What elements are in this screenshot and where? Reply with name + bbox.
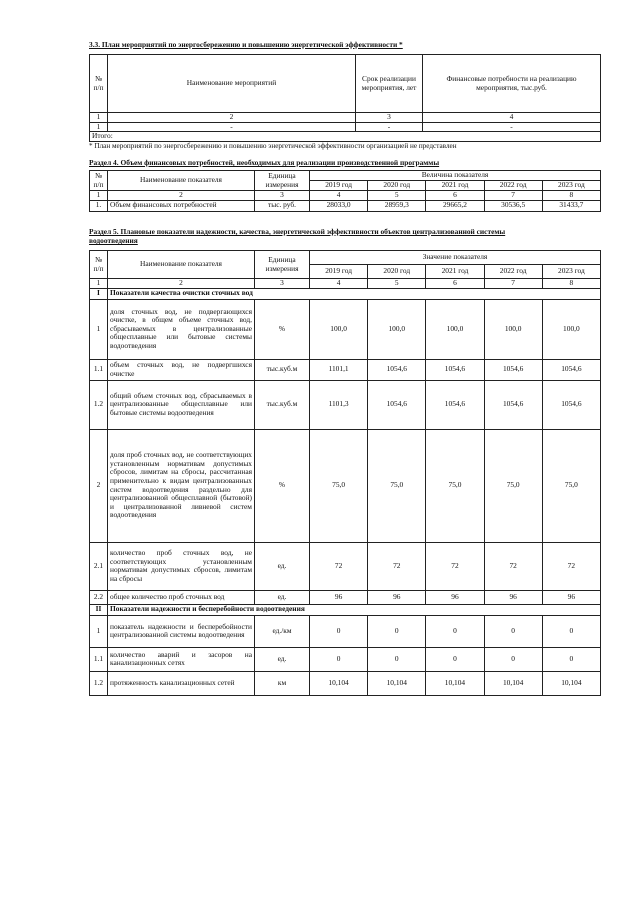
cell: количество аварий и засоров на канализационных сетях [108,647,255,671]
table-row [90,590,601,604]
section-5-title: Раздел 5. Плановые показатели надежности, качества, энергетической эффективности объектов централизованной системы [89,227,506,236]
cell: 6 [426,191,484,201]
cell: 1054,6 [542,359,600,380]
cell: 5 [368,191,426,201]
cell: ед. [255,542,310,590]
cell: ед. [255,647,310,671]
cell: % [255,429,310,542]
col-head-value: Величина показателя [310,171,601,181]
section-3-3 [89,40,601,150]
col-head-unit: Единица измерения [255,171,310,191]
cell: доля сточных вод, не подвергающихся очистке, в общем объеме сточных вод, сбрасываемых в централизованные общесплавные или бытовые системы водоотведения [108,299,255,359]
year-header: 2019 год [310,181,368,191]
section-4 [89,158,601,212]
table-row [90,359,601,380]
cell: 0 [484,615,542,647]
cell: 96 [542,590,600,604]
group-title: Показатели надежности и бесперебойности водоотведения [108,604,601,615]
total-row [90,132,601,142]
table-row [90,429,601,542]
table-row [90,615,601,647]
col-head-finance: Финансовые потребности на реализацию мероприятия, тыс.руб. [423,55,601,113]
year-header: 2020 год [368,265,426,279]
group-num: I [90,288,108,299]
year-header: 2022 год [484,181,542,191]
cell: 1.1 [90,647,108,671]
col-head-num: № п/п [90,251,108,279]
cell: 3 [255,191,310,201]
table-row [90,200,601,211]
cell: 96 [368,590,426,604]
section-5-title-cont: водоотведения [89,236,138,245]
cell: 2 [108,113,356,123]
cell: 1054,6 [426,380,484,429]
table-row [90,279,601,289]
cell: 72 [484,542,542,590]
cell: 1054,6 [368,359,426,380]
cell: 0 [542,647,600,671]
cell: 3 [356,113,423,123]
cell: 96 [310,590,368,604]
cell: 10,104 [310,671,368,695]
cell: 29665,2 [426,200,484,211]
year-header: 2023 год [542,265,600,279]
cell: 1054,6 [426,359,484,380]
cell: 0 [368,615,426,647]
cell: 6 [426,279,484,289]
cell: - [423,122,601,132]
cell: 0 [426,647,484,671]
cell: ед./км [255,615,310,647]
section-4-title: Раздел 4. Объем финансовых потребностей, необходимых для реализации производственной программы [89,158,440,167]
cell: тыс. руб. [255,200,310,211]
section-3-3-title: 3.3. План мероприятий по энергосбережению и повышению энергетической эффективности * [89,40,403,49]
col-head-name: Наименование показателя [108,251,255,279]
cell: 0 [426,615,484,647]
footnote: * План мероприятий по энергосбережению и повышению энергетической эффективности организацией не представлен [89,141,457,150]
group-row [90,288,601,299]
cell: 75,0 [542,429,600,542]
col-head-value: Значение показателя [310,251,601,265]
cell: 0 [542,615,600,647]
cell: 8 [542,191,600,201]
group-num: II [90,604,108,615]
cell: 1101,3 [310,380,368,429]
cell: 1 [90,299,108,359]
cell: ед. [255,590,310,604]
cell: 1.1 [90,359,108,380]
col-head-num: № п/п [90,55,108,113]
financial-needs-table [89,170,601,212]
cell: 96 [426,590,484,604]
cell: 75,0 [310,429,368,542]
cell: 100,0 [542,299,600,359]
cell: протяженность канализационных сетей [108,671,255,695]
col-head-name: Наименование показателя [108,171,255,191]
cell: тыс.куб.м [255,380,310,429]
year-header: 2022 год [484,265,542,279]
cell: - [108,122,356,132]
cell: 28033,0 [310,200,368,211]
cell: объем сточных вод, не подвергшихся очистке [108,359,255,380]
cell: 5 [368,279,426,289]
cell: 1054,6 [542,380,600,429]
cell: тыс.куб.м [255,359,310,380]
cell: 10,104 [484,671,542,695]
cell: 0 [368,647,426,671]
cell: 3 [255,279,310,289]
year-header: 2021 год [426,265,484,279]
cell: 1.2 [90,671,108,695]
cell: 2 [90,429,108,542]
col-head-name: Наименование мероприятий [108,55,356,113]
cell: 2.1 [90,542,108,590]
table-row [90,542,601,590]
table-row [90,122,601,132]
year-header: 2021 год [426,181,484,191]
cell: 100,0 [426,299,484,359]
cell: 1. [90,200,108,211]
cell: 1054,6 [484,359,542,380]
cell: 75,0 [484,429,542,542]
cell: 72 [542,542,600,590]
cell: 100,0 [368,299,426,359]
year-header: 2020 год [368,181,426,191]
cell: 10,104 [426,671,484,695]
cell: 1 [90,279,108,289]
cell: 8 [542,279,600,289]
table-row [90,671,601,695]
table-row [90,647,601,671]
cell: 72 [368,542,426,590]
cell: 0 [310,615,368,647]
cell: 100,0 [484,299,542,359]
cell: 1054,6 [484,380,542,429]
cell: 1 [90,113,108,123]
year-header: 2023 год [542,181,600,191]
section-5 [89,227,601,696]
cell: 2 [108,279,255,289]
table-row [90,380,601,429]
group-row [90,604,601,615]
cell: 100,0 [310,299,368,359]
cell: 75,0 [368,429,426,542]
cell: 28959,3 [368,200,426,211]
cell: доля проб сточных вод, не соответствующих установленным нормативам допустимых сбросов, лимитам на сбросы, рассчитанная применительно к видам централизованных систем водоотведения раздельно для централизованной общесплавной (бытовой) и централизованной ливневой систем водоотведения [108,429,255,542]
cell: 1 [90,615,108,647]
col-head-term: Срок реализации мероприятия, лет [356,55,423,113]
col-head-num: № п/п [90,171,108,191]
reliability-table [89,250,601,696]
cell: 1 [90,191,108,201]
cell: общее количество проб сточных вод [108,590,255,604]
cell: 1054,6 [368,380,426,429]
cell: 7 [484,191,542,201]
cell: - [356,122,423,132]
energy-measures-table [89,54,601,142]
cell: 10,104 [542,671,600,695]
cell: 1 [90,122,108,132]
cell: 10,104 [368,671,426,695]
cell: 75,0 [426,429,484,542]
year-header: 2019 год [310,265,368,279]
cell: 4 [423,113,601,123]
cell: 0 [310,647,368,671]
cell: 4 [310,279,368,289]
cell: км [255,671,310,695]
cell: % [255,299,310,359]
cell: 1.2 [90,380,108,429]
table-row [90,113,601,123]
cell: 7 [484,279,542,289]
cell: 31433,7 [542,200,600,211]
cell: общий объем сточных вод, сбрасываемых в централизованные общесплавные или бытовые системы водоотведения [108,380,255,429]
cell: количество проб сточных вод, не соответствующих установленным нормативам допустимых сбросов, лимитам на сбросы [108,542,255,590]
table-row [90,299,601,359]
cell: показатель надежности и бесперебойности централизованной системы водоотведения [108,615,255,647]
cell: 2 [108,191,255,201]
table-row [90,191,601,201]
cell: 96 [484,590,542,604]
cell: 0 [484,647,542,671]
cell: 72 [310,542,368,590]
total-label: Итого: [90,132,601,142]
cell: 30536,5 [484,200,542,211]
cell: Объем финансовых потребностей [108,200,255,211]
col-head-unit: Единица измерения [255,251,310,279]
cell: 1101,1 [310,359,368,380]
cell: 4 [310,191,368,201]
cell: 2.2 [90,590,108,604]
group-title: Показатели качества очистки сточных вод [108,288,601,299]
cell: 72 [426,542,484,590]
